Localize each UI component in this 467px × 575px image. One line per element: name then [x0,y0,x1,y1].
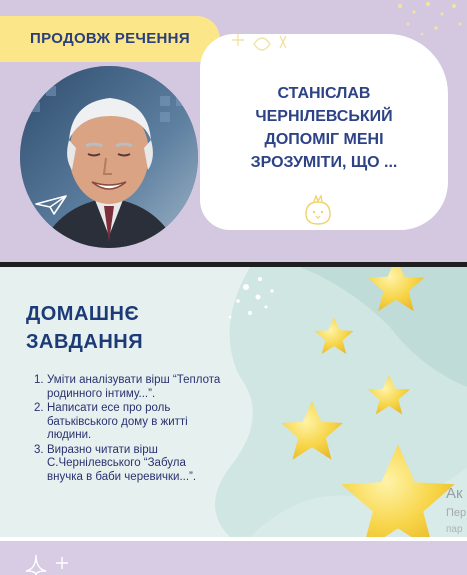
homework-list [34,374,224,485]
paper-plane-icon [34,194,68,216]
sparkle-doodle-icon [22,541,102,575]
sparkle-doodle-icon [228,26,298,66]
speech-line: СТАНІСЛАВ [277,85,371,102]
star-icon [341,444,454,537]
star-icon [368,267,425,311]
banner-title: ПРОДОВЖ РЕЧЕННЯ [30,30,190,47]
activation-watermark-line: пар [446,524,463,535]
activation-watermark-line: Пер [446,507,467,519]
star-icon [315,317,354,354]
list-item-text: Написати есе про роль батьківського дому в житті людини. [47,402,188,441]
list-item [34,374,224,401]
star-icon [368,375,410,415]
portrait-photo [20,66,198,248]
page-title [26,300,226,356]
star-icon [281,401,343,460]
slide-next-partial [0,541,467,575]
list-item-number: 2. [34,402,44,414]
list-item-text: Уміти аналізувати вірш “Теплота родинного інтиму...”. [47,374,221,400]
speech-text [212,82,436,174]
speech-line: ДОПОМІГ МЕНІ [264,131,384,148]
list-item-number: 3. [34,443,44,456]
list-item [34,444,224,485]
title-line: ЗАВДАННЯ [26,331,144,353]
list-item-number: 1. [34,374,44,386]
speech-line: ЗРОЗУМІТИ, ЩО ... [250,154,398,171]
speech-line: ЧЕРНІЛЕВСЬКИЙ [255,108,393,125]
list-item [34,402,224,443]
slide-homework [0,267,467,537]
activation-watermark: Ак [446,485,463,502]
chick-icon [300,194,336,226]
dots-decoration-icon [392,0,467,40]
title-line: ДОМАШНЄ [26,303,140,325]
list-item-text: Виразно читати вірш С.Чернілевського “Забула внучка в баби черевички...”. [47,443,197,483]
slide-continue-sentence [0,0,467,262]
